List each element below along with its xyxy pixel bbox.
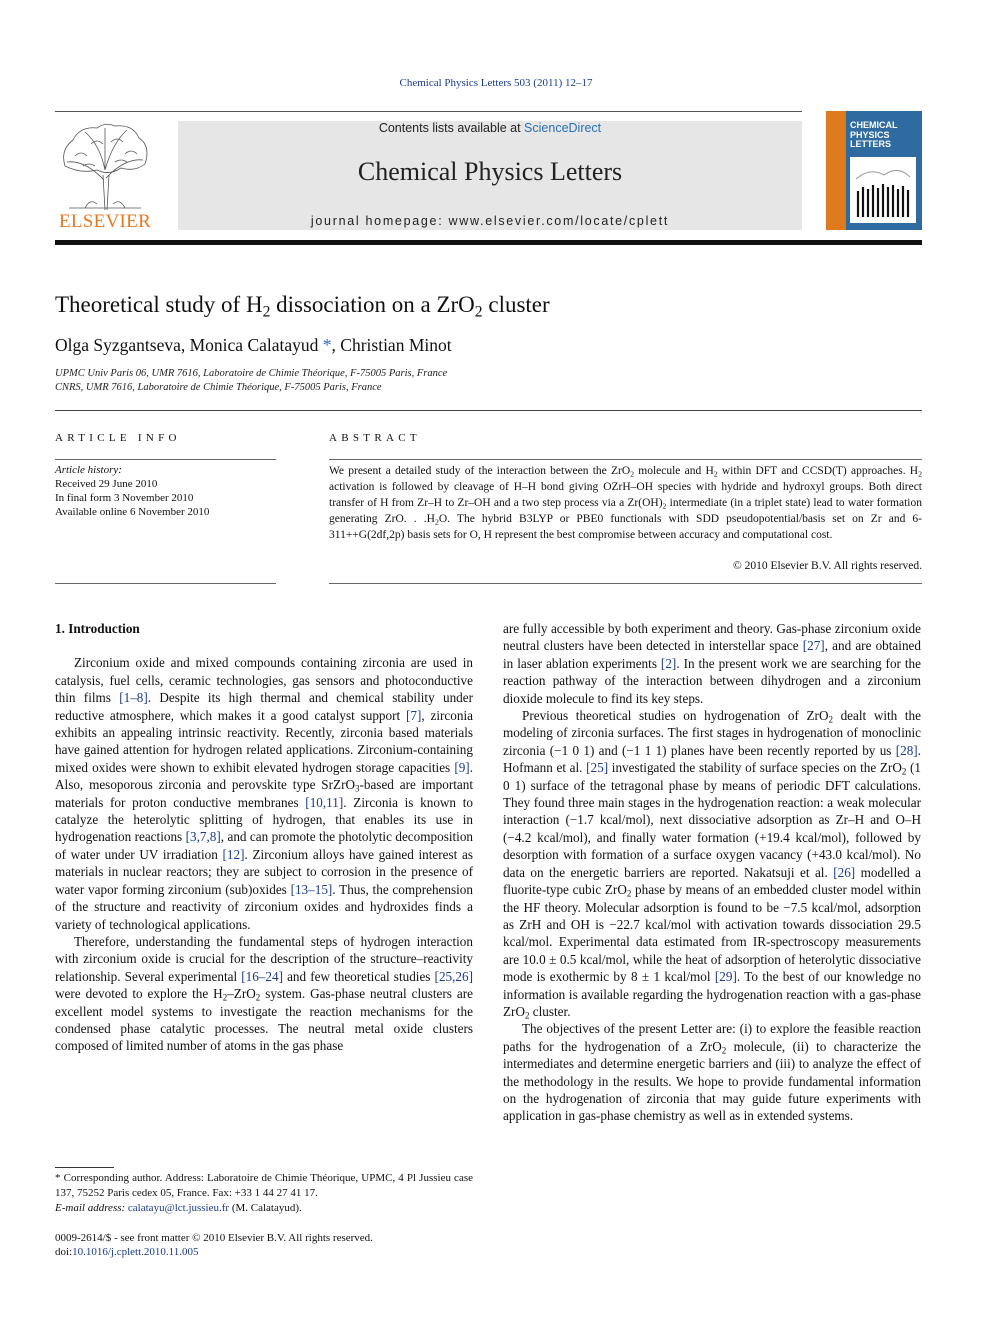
email-label: E-mail address:: [55, 1202, 126, 1214]
citation-link[interactable]: [25,26]: [434, 968, 474, 984]
author-list: [55, 335, 452, 356]
header-rule: [55, 111, 802, 112]
title-text: cluster: [482, 292, 550, 317]
citation-link[interactable]: [29]: [714, 969, 737, 985]
journal-citation[interactable]: Chemical Physics Letters 503 (2011) 12–17: [399, 77, 593, 89]
issn-line: 0009-2614/$ - see front matter © 2010 Elsevier B.V. All rights reserved.: [55, 1232, 373, 1244]
body-column-left: [55, 620, 473, 1055]
journal-homepage[interactable]: journal homepage: www.elsevier.com/locate/cplett: [310, 214, 670, 228]
footnote-email: [55, 1201, 473, 1216]
abstract-rule: [329, 583, 922, 584]
email-tail: (M. Calatayud).: [231, 1202, 302, 1214]
footnote-rule: [55, 1167, 114, 1168]
citation-link[interactable]: [27]: [802, 638, 825, 654]
doi-link[interactable]: 10.1016/j.cplett.2010.11.005: [72, 1246, 199, 1258]
footnote-address: * Corresponding author. Address: Laboratoire de Chimie Théorique, UPMC, 4 Pl Jussieu case 137, 75252 Paris cedex 05, France. Fax: +33 1 44 27 41 17.: [55, 1172, 473, 1199]
citation-link[interactable]: [7]: [406, 707, 422, 723]
body-paragraph: Therefore, understanding the fundamental steps of hydrogen interaction with zirconium oxide is crucial for the description of the structure–reactivity relationship. Several experimental [16–24] and few theoretical studies [25,26] were devoted to explore the $H_2-ZrO_2$ system. Gas-phase neutral clusters are excellent model systems to investigate the reaction mechanisms for the condensed phase catalytic processes. The neutral metal oxide clusters composed of limited number of atoms in the gas phase: [55, 933, 474, 1054]
body-paragraph: The objectives of the present Letter are: (i) to explore the feasible reaction paths for the hydrogenation of a ZrO$_2$ molecule, (ii) to characterize the intermediates and determine energetic barriers and (iii) to analyze the effect of the methodology in the results. We hope to provide fundamental information on the hydrogenation of zirconia that may guide future experiments with application in gas-phase chemistry as well as in extended systems.: [503, 1021, 921, 1124]
abstract-rule: [329, 459, 922, 460]
title-subscript: 2: [474, 303, 483, 321]
citation-link[interactable]: [12]: [222, 846, 245, 862]
body-paragraph: Zirconium oxide and mixed compounds containing zirconia are used in catalysis, fuel cells, ceramic technologies, gas sensors and photoconductive thin films [1–8]. Despite its high thermal and chemical stability under reductive atmosphere, which makes it a good catalyst support [7], zirconia exhibits an appealing intrinsic reactivity. Recently, zirconia based materials have gained attention for hydrogen related applications. Zirconium-containing mixed oxides were shown to exhibit elevated hydrogen storage capacities [9]. Also, mesoporous zirconia and perovskite type SrZrO$_3$-based are important materials for proton conductive membranes [10,11]. Zirconia is known to catalyze the heterolytic splitting of hydrogen, that enables its use in hydrogenation reactions [3,7,8], and can promote the photolytic decomposition of water under UV irradiation [12]. Zirconium alloys have gained interest as materials in nuclear reactors; they are subject to corrosion in the presence of water vapor forming zirconium (sub)oxides [13–15]. Thus, the comprehension of the structure and reactivity of zirconium oxides and hydroxides finds a variety of technological applications.: [55, 655, 474, 932]
citation-link[interactable]: [28]: [895, 742, 918, 758]
paper-title: [55, 292, 550, 321]
citation-link[interactable]: [10,11]: [305, 794, 344, 810]
article-history: [55, 463, 276, 519]
abstract-heading: ABSTRACT: [329, 432, 421, 444]
abstract-text: We present a detailed study of the interaction between the ZrO$_2$ molecule and $H_2$ within DFT and CCSD(T) approaches. $H_2$ activation is followed by cleavage of H–H bond giving OZrH–OH species with hydride and hydroxyl groups. Both direct transfer of H from Zr–H to Zr–OH and a two step process via a $Zr(OH)_2$ intermediate (in a triplet state) lead to water formation generating ZrO. . $.H_2O$. The hybrid B3LYP or PBE0 functionals with SDD pseudopotential/basis set on Zr and 6-311++G(2df,2p) basis sets for O, H represent the best compromise between accuracy and computational cost.: [329, 465, 922, 541]
final-form-date: In final form 3 November 2010: [55, 492, 194, 504]
elsevier-wordmark: ELSEVIER: [58, 211, 152, 232]
info-rule: [55, 459, 276, 460]
contents-line: [178, 121, 802, 135]
body-paragraph: Previous theoretical studies on hydrogenation of ZrO$_2$ dealt with the modeling of zirconia surfaces. The first stages in hydrogenation of monoclinic zirconia (−1 0 1) and (−1 1 1) planes have been recently reported by us [28]. Hofmann et al. [25] investigated the stability of surface species on the ZrO$_2$ (1 0 1) surface of the tetragonal phase by means of periodic DFT calculations. They found three main stages in the hydrogenation reaction: a weak molecular interaction (−1.7 kcal/mol), next dissociative adsorption as Zr–H and O–H (−4.2 kcal/mol), and finally water formation (+19.4 kcal/mol), followed by desorption with formation of a surface oxygen vacancy (+43.0 kcal/mol). No data on the energetic barriers are reported. Nakatsuji et al. [26] modelled a fluorite-type cubic ZrO$_2$ phase by means of an embedded cluster model within the HF theory. Molecular adsorption is found to be −7.5 kcal/mol, adsorption as ZrH and OH is −22.7 kcal/mol with activation towards dissociation 29.5 kcal/mol. Experimental data estimated from IR-spectroscopy measurements are 10.0 ± 0.5 kcal/mol, while the heat of adsorption of heterolytic dissociative mode is exothermic by 8 ± 1 kcal/mol [29]. To the best of our knowledge no information is available regarding the hydrogenation reaction with a gas-phase ZrO$_2$ cluster.: [503, 708, 921, 1021]
cover-art: [850, 157, 916, 223]
citation-link[interactable]: [9]: [454, 759, 470, 775]
doi-prefix: doi:: [55, 1246, 73, 1258]
title-text: Theoretical study of H: [55, 292, 263, 317]
citation-link[interactable]: [16–24]: [241, 968, 283, 984]
title-text: dissociation on a ZrO: [270, 292, 475, 317]
section-heading-introduction: 1. Introduction: [55, 621, 140, 636]
article-info-heading: ARTICLE INFO: [55, 432, 181, 444]
citation-link[interactable]: [3,7,8]: [185, 829, 221, 845]
publication-notes: [55, 1231, 473, 1259]
history-label: Article history:: [55, 464, 122, 476]
journal-name: Chemical Physics Letters: [357, 157, 623, 186]
corresponding-author-footnote: [55, 1171, 473, 1216]
cover-strip: [826, 111, 846, 230]
citation-link[interactable]: [26]: [833, 864, 856, 880]
citation-link[interactable]: [2]: [660, 655, 677, 671]
header-thick-rule: [55, 240, 922, 245]
citation-link[interactable]: [25]: [586, 760, 609, 776]
title-subscript: 2: [262, 303, 271, 321]
journal-cover-thumbnail[interactable]: [826, 111, 922, 230]
body-paragraph: are fully accessible by both experiment and theory. Gas-phase zirconium oxide neutral clusters have been detected in interstellar space [27], and are obtained in laser ablation experiments [2]. In the present work we are searching for the reaction pathway of the interaction between dihydrogen and a zirconium dioxide molecule to find its key steps.: [503, 621, 921, 706]
contents-prefix: Contents lists available at: [378, 121, 525, 135]
affiliation: CNRS, UMR 7616, Laboratoire de Chimie Théorique, F-75005 Paris, France: [55, 382, 382, 393]
doi-line: [55, 1245, 473, 1259]
authors-tail: , Christian Minot: [331, 335, 452, 355]
info-rule: [55, 583, 276, 584]
online-date: Available online 6 November 2010: [55, 506, 210, 518]
body-column-right: [503, 620, 921, 1125]
copyright-notice: © 2010 Elsevier B.V. All rights reserved.: [733, 560, 922, 572]
corresponding-author-mark[interactable]: *: [322, 335, 332, 355]
authors-text: Olga Syzgantseva, Monica Calatayud: [55, 335, 319, 355]
affiliation-rule: [55, 410, 922, 411]
email-link[interactable]: calatayu@lct.jussieu.fr: [127, 1202, 230, 1214]
cover-title: CHEMICAL PHYSICS LETTERS: [850, 120, 898, 149]
citation-link[interactable]: [13–15]: [290, 881, 333, 897]
citation-link[interactable]: [1–8]: [119, 690, 148, 706]
affiliation: UPMC Univ Paris 06, UMR 7616, Laboratoire de Chimie Théorique, F-75005 Paris, France: [55, 368, 448, 379]
received-date: Received 29 June 2010: [55, 478, 158, 490]
sciencedirect-link[interactable]: ScienceDirect: [524, 121, 602, 135]
